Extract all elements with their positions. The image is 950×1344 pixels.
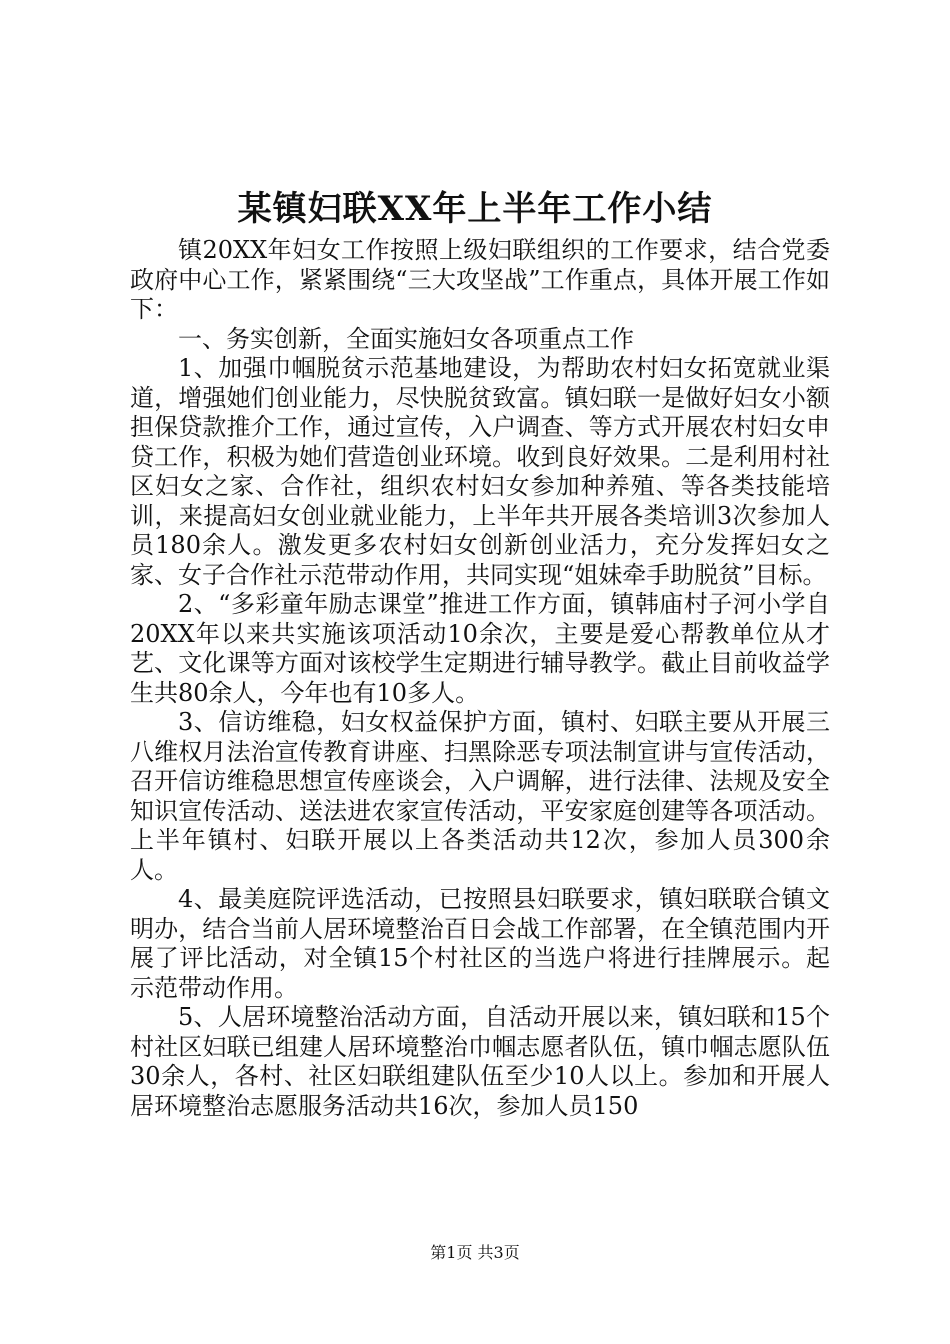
document-body: [130, 236, 830, 1121]
section-heading-1: 一、务实创新，全面实施妇女各项重点工作: [178, 324, 634, 353]
paragraph-item-5: 5、人居环境整治活动方面，自活动开展以来，镇妇联和15个村社区妇联已组建人居环境整治巾帼志愿者队伍，镇巾帼志愿队伍30余人，各村、社区妇联组建队伍至少10人以上。参加和开展人居环境整治志愿服务活动共16次，参加人员150: [130, 1003, 830, 1120]
paragraph-item-1: 1、加强巾帼脱贫示范基地建设，为帮助农村妇女拓宽就业渠道，增强她们创业能力，尽快脱贫致富。镇妇联一是做好妇女小额担保贷款推介工作，通过宣传，入户调查、等方式开展农村妇女申贷工作，积极为她们营造创业环境。收到良好效果。二是利用村社区妇女之家、合作社，组织农村妇女参加种养殖、等各类技能培训，来提高妇女创业就业能力，上半年共开展各类培训3次参加人员180余人。激发更多农村妇女创新创业活力，充分发挥妇女之家、女子合作社示范带动作用，共同实现“姐妹牵手助脱贫”目标。: [130, 354, 830, 589]
paragraph-item-3: 3、信访维稳，妇女权益保护方面，镇村、妇联主要从开展三八维权月法治宣传教育讲座、扫黑除恶专项法制宣讲与宣传活动，召开信访维稳思想宣传座谈会，入户调解，进行法律、法规及安全知识宣传活动、送法进农家宣传活动，平安家庭创建等各项活动。上半年镇村、妇联开展以上各类活动共12次，参加人员300余人。: [130, 708, 830, 884]
paragraph-intro: 镇20XX年妇女工作按照上级妇联组织的工作要求，结合党委政府中心工作，紧紧围绕“三大攻坚战”工作重点，具体开展工作如下：: [130, 236, 830, 323]
document-title: 某镇妇联XX年上半年工作小结: [237, 189, 713, 229]
paragraph-item-2: 2、“多彩童年励志课堂”推进工作方面，镇韩庙村子河小学自20XX年以来共实施该项活动10余次，主要是爱心帮教单位从才艺、文化课等方面对该校学生定期进行辅导教学。截止目前收益学生共80余人，今年也有10多人。: [130, 590, 830, 707]
paragraph-item-4: 4、最美庭院评选活动，已按照县妇联要求，镇妇联联合镇文明办，结合当前人居环境整治百日会战工作部署，在全镇范围内开展了评比活动，对全镇15个村社区的当选户将进行挂牌展示。起示范带动作用。: [130, 885, 830, 1002]
page-number-footer: 第1页 共3页: [430, 1243, 520, 1262]
